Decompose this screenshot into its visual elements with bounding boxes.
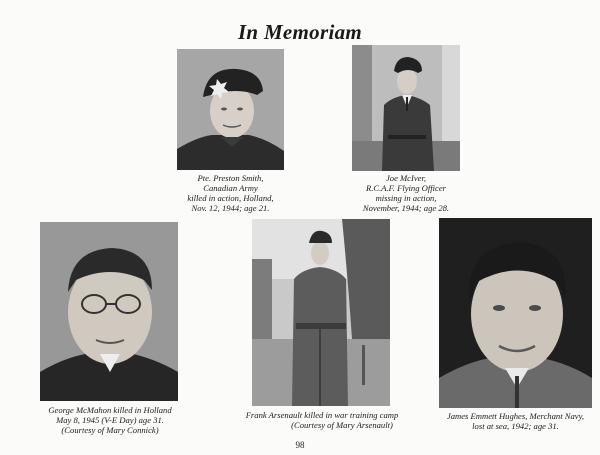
caption-james-hughes — [437, 411, 594, 431]
page-number: 98 — [295, 440, 305, 450]
caption-line: Nov. 12, 1944; age 21. — [191, 203, 270, 213]
caption-line: killed in action, Holland, — [187, 193, 274, 203]
caption-line: missing in action, — [375, 193, 437, 203]
caption-joe-mciver — [344, 173, 468, 213]
caption-line: lost at sea, 1942; age 31. — [472, 421, 559, 431]
page-title: In Memoriam — [237, 20, 363, 44]
caption-line: Pte. Preston Smith, — [197, 173, 264, 183]
photo-george-mcmahon — [40, 222, 178, 401]
photo-james-hughes — [439, 218, 592, 408]
caption-line: James Emmett Hughes, Merchant Navy, — [446, 411, 585, 421]
caption-line: George McMahon killed in Holland — [48, 405, 172, 415]
caption-line: Joe McIver, — [385, 173, 427, 183]
photo-preston-smith — [177, 49, 284, 170]
caption-preston-smith — [170, 173, 291, 213]
caption-line: May 8, 1945 (V-E Day) age 31. — [56, 415, 164, 425]
caption-line: November, 1944; age 28. — [362, 203, 450, 213]
photo-frank-arsenault — [252, 219, 390, 406]
photo-joe-mciver — [352, 45, 460, 171]
caption-frank-arsenault — [233, 410, 411, 430]
caption-george-mcmahon — [30, 405, 190, 435]
caption-line: (Courtesy of Mary Connick) — [61, 425, 159, 435]
caption-line: (Courtesy of Mary Arsenault) — [291, 420, 393, 430]
caption-line: Canadian Army — [203, 183, 258, 193]
caption-line: R.C.A.F. Flying Officer — [365, 183, 447, 193]
caption-line: Frank Arsenault killed in war training camp — [245, 410, 399, 420]
